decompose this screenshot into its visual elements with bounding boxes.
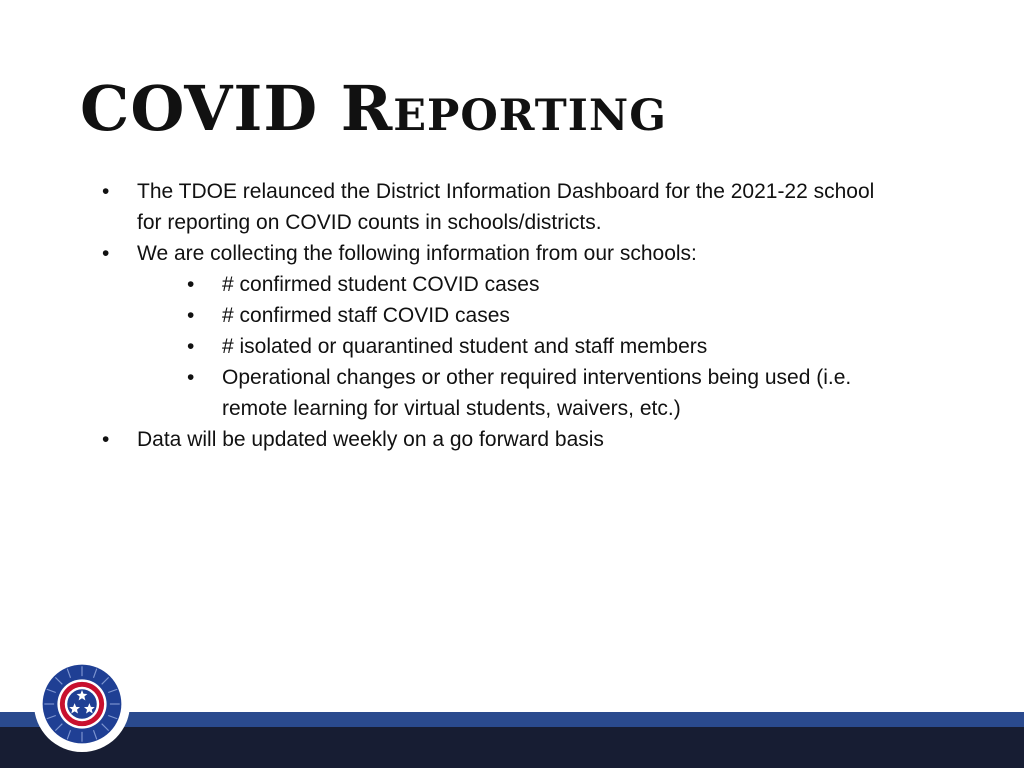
- sub-bullet-list: [137, 269, 882, 424]
- footer-band-dark: [0, 727, 1024, 768]
- sub-bullet-item: • # confirmed student COVID cases: [187, 269, 882, 300]
- sub-bullet-item: • # isolated or quarantined student and staff members: [187, 331, 882, 362]
- sub-bullet-item: • # confirmed staff COVID cases: [187, 300, 882, 331]
- bullet-list: [102, 176, 882, 455]
- footer-band-blue: [0, 712, 1024, 727]
- slide-title: COVID Reporting: [80, 72, 667, 145]
- bullet-text: We are collecting the following information from our schools:: [137, 242, 697, 265]
- bullet-item: • The TDOE relaunced the District Information Dashboard for the 2021-22 school for reporting on COVID counts in schools/districts.: [102, 176, 882, 238]
- bullet-item: • Data will be updated weekly on a go forward basis: [102, 424, 882, 455]
- bullet-item: [102, 238, 882, 424]
- tennessee-tri-star-seal-icon: [41, 663, 123, 745]
- sub-bullet-item: • Operational changes or other required interventions being used (i.e. remote learning for virtual students, waivers, etc.): [187, 362, 882, 424]
